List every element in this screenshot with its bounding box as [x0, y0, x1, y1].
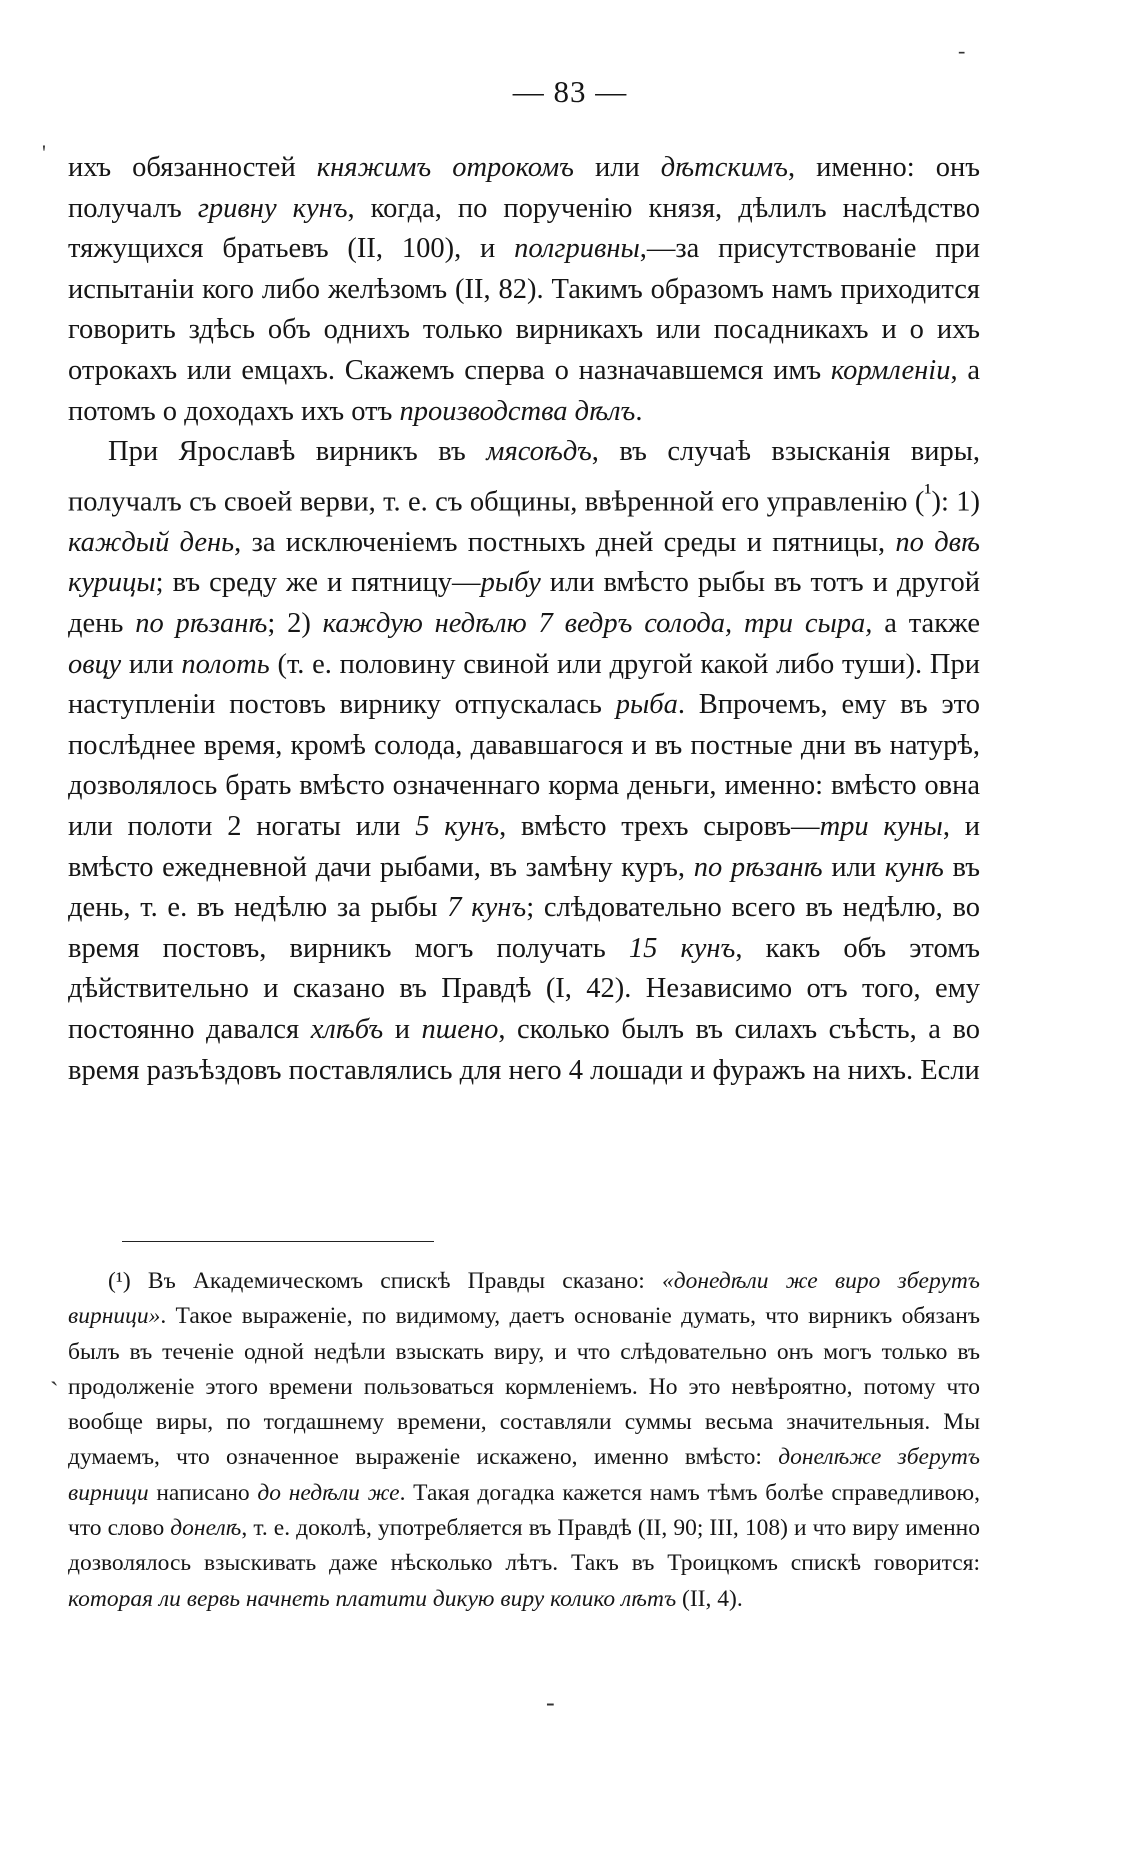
- paragraph-1: ихъ обязанностей княжимъ отрокомъ или дѣтскимъ, именно: онъ получалъ гривну кунъ, когда, по порученію князя, дѣлилъ наслѣдство тяжущихся братьевъ (II, 100), и полгривны,—за присутствованіе при испытаніи кого либо желѣзомъ (II, 82). Такимъ образомъ намъ приходится говорить здѣсь объ однихъ только вирникахъ или посадникахъ и о ихъ отрокахъ или емцахъ. Скажемъ сперва о назначавшемся имъ кормленіи, а потомъ о доходахъ ихъ отъ производства дѣлъ.: [68, 152, 980, 427]
- footnote-ref: ¹: [924, 479, 932, 506]
- print-mark-margin: ˴: [50, 1365, 59, 1394]
- footnote-divider: [122, 1241, 434, 1242]
- print-mark-left-margin: ': [42, 140, 46, 165]
- print-mark-bottom: -: [546, 1688, 555, 1717]
- footnote: (¹) Въ Академическомъ спискѣ Правды сказано: «донедѣли же виро зберутъ вирници». Такое выраженіе, по видимому, даетъ основаніе думать, что вирникъ обязанъ былъ въ теченіе одной недѣли взыскать виру, и что слѣдовательно онъ могъ только въ продолженіе этого времени пользоваться кормленіемъ. Но это невѣроятно, потому что вообще виры, по тогдашнему времени, составляли суммы весьма значительныя. Мы думаемъ, что означенное выраженіе искажено, именно вмѣсто: донелѣже зберутъ вирници написано до недѣли же. Такая догадка кажется намъ тѣмъ болѣе справедливою, что слово донелѣ, т. е. доколѣ, употребляется въ Правдѣ (II, 90; III, 108) и что виру именно дозволялось взыскивать даже нѣсколько лѣтъ. Такъ въ Троицкомъ спискѣ говорится: которая ли вервь начнеть платити дикую виру колико лѣтъ (II, 4).: [68, 1268, 981, 1612]
- paragraph-2: При Ярославѣ вирникъ въ мясоѣдъ, въ случаѣ взысканія виры, получалъ съ своей верви, т. е. съ общины, ввѣренной его управленію ($^{^1}$): 1) каждый день, за исключеніемъ постныхъ дней среды и пятницы, по двѣ курицы; въ среду же и пятницу—рыбу или вмѣсто рыбы въ тотъ и другой день по рѣзанѣ; 2) каждую недѣлю 7 ведръ солода, три сыра, а также овцу или полоть (т. е. половину свиной или другой какой либо туши). При наступленіи постовъ вирнику отпускалась рыба. Впрочемъ, ему въ это послѣднее время, кромѣ солода, дававшагося и въ постные дни въ натурѣ, дозволялось брать вмѣсто означеннаго корма деньги, именно: вмѣсто овна или полоти 2 ногаты или 5 кунъ, вмѣсто трехъ сыровъ—три куны, и вмѣсто ежедневной дачи рыбами, въ замѣну куръ, по рѣзанѣ или кунѣ въ день, т. е. въ недѣлю за рыбы 7 кунъ; слѣдовательно всего въ недѣлю, во время постовъ, вирникъ могъ получать 15 кунъ, какъ объ этомъ дѣйствительно и сказано въ Правдѣ (I, 42). Независимо отъ того, ему постоянно давался хлѣбъ и пшено, сколько былъ въ силахъ съѣсть, а во время разъѣздовъ поставлялись для него 4 лошади и фуражъ на нихъ. Если: [68, 436, 981, 1086]
- print-mark-top-right: -: [958, 38, 966, 63]
- main-text: [68, 148, 980, 1091]
- page-number: — 83 —: [512, 74, 628, 109]
